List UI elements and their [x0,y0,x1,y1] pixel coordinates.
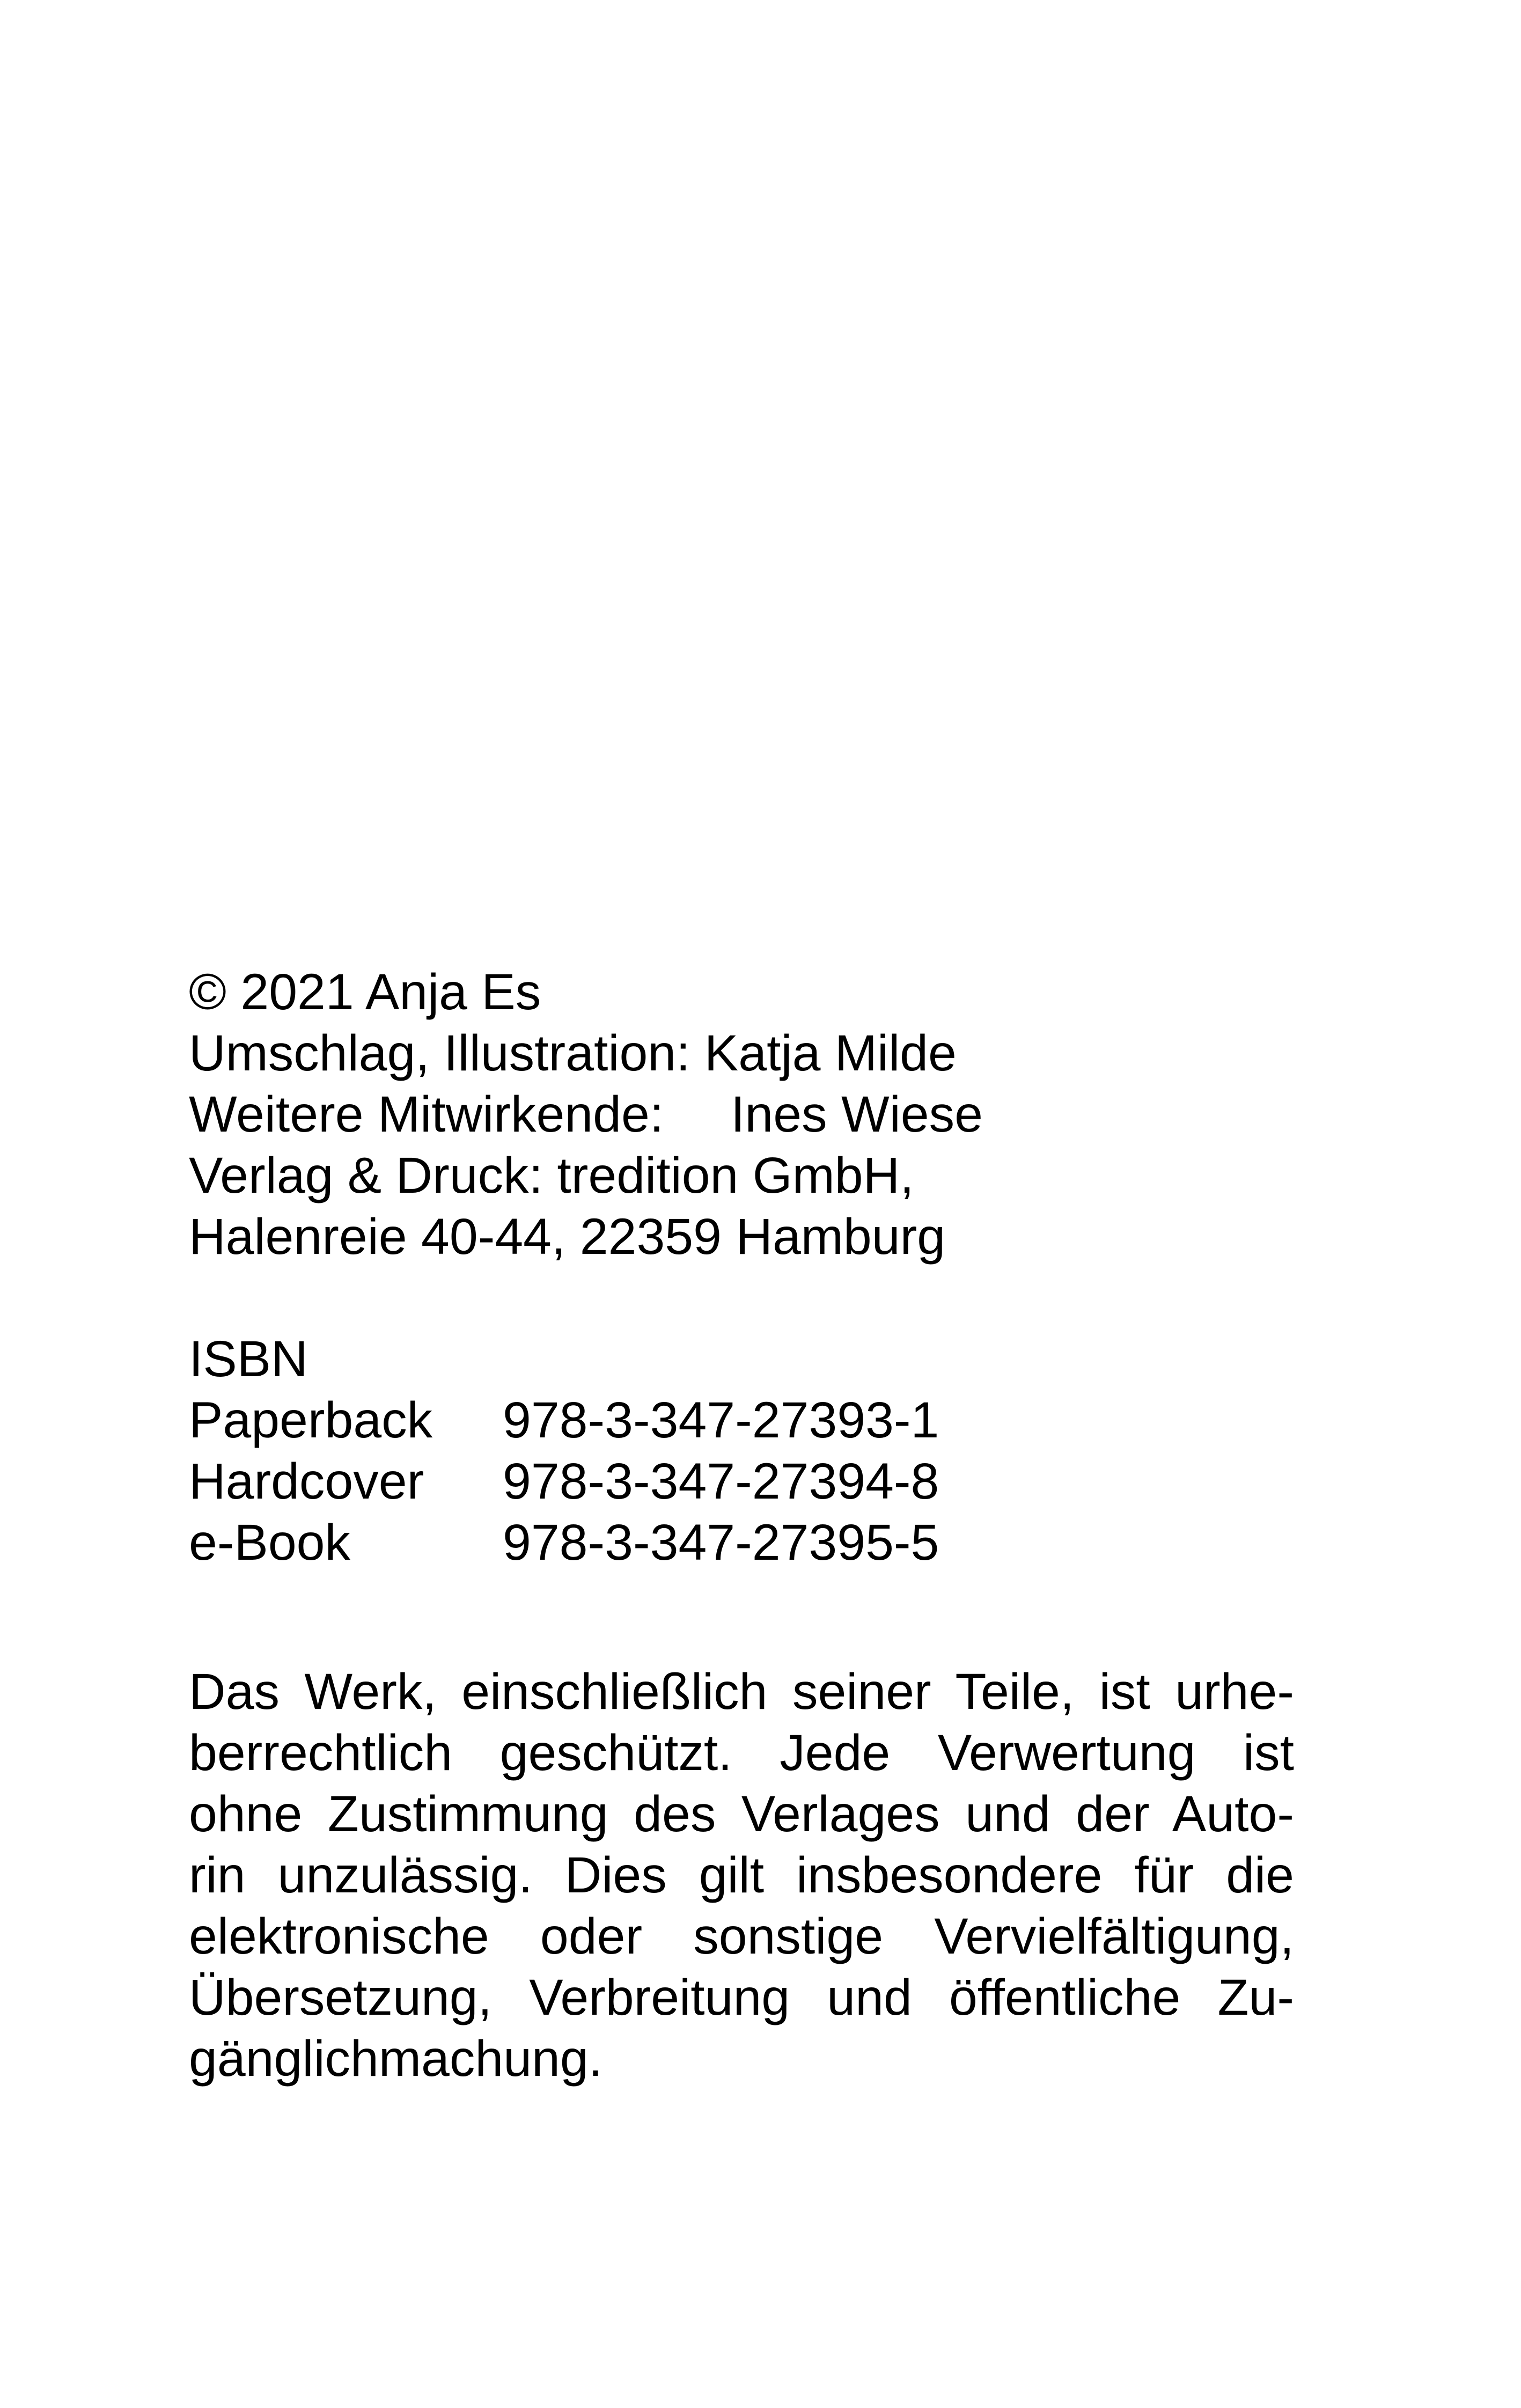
isbn-format: e-Book [189,1514,351,1571]
rights-notice-line: berrechtlich geschützt. Jede Verwertung ist [189,1724,1294,1781]
rights-notice [189,1661,1294,2089]
isbn-number: 978-3-347-27394-8 [503,1453,939,1510]
rights-notice-line: Das Werk, einschließlich seiner Teile, ist urhe- [189,1663,1294,1720]
isbn-format: Paperback [189,1392,433,1449]
isbn-number: 978-3-347-27395-5 [503,1514,939,1571]
publisher-line: Verlag & Druck: tredition GmbH, [189,1147,914,1204]
isbn-row-paperback [189,1390,1294,1451]
contributors-value: Ines Wiese [731,1086,983,1143]
rights-notice-line: ohne Zustimmung des Verlages und der Auto- [189,1786,1294,1842]
rights-notice-line: rin unzulässig. Dies gilt insbesondere für die [189,1847,1294,1904]
isbn-number: 978-3-347-27393-1 [503,1392,939,1449]
publisher-address: Halenreie 40-44, 22359 Hamburg [189,1208,946,1265]
rights-notice-line: Übersetzung, Verbreitung und öffentliche Zu- [189,1969,1294,2026]
copyright-line: © 2021 Anja Es [189,964,541,1021]
rights-notice-line: elektronische oder sonstige Vervielfältigung, [189,1908,1294,1965]
contributors-label: Weitere Mitwirkende: [189,1086,664,1143]
isbn-row-hardcover [189,1451,1294,1512]
isbn-heading: ISBN [189,1331,308,1387]
isbn-format: Hardcover [189,1453,424,1510]
isbn-row-ebook [189,1512,1294,1573]
contributors-credit [189,1084,1294,1145]
spacer [189,1267,1294,1328]
imprint-block [189,961,1294,1573]
rights-notice-line: gänglichmachung. [189,2030,603,2087]
cover-illustration-credit: Umschlag, Illustration: Katja Milde [189,1025,957,1082]
